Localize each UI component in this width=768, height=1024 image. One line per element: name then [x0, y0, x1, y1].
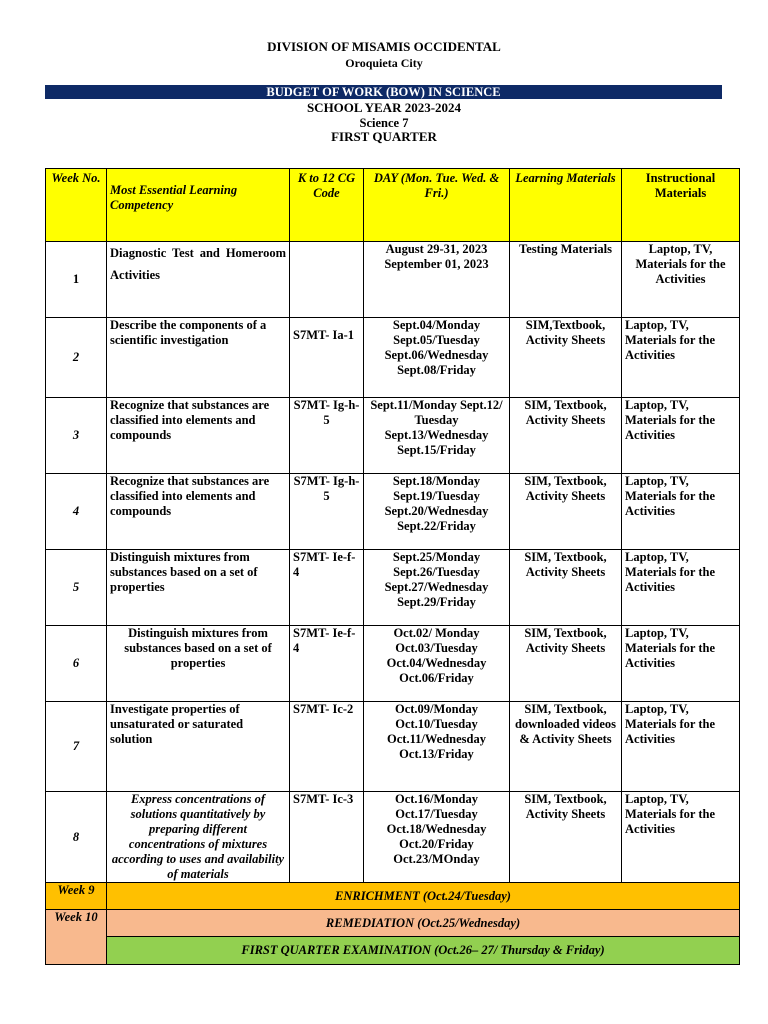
- table-header-row: [46, 169, 740, 242]
- table-row: [46, 550, 740, 626]
- instructional-materials-cell: Laptop, TV, Materials for the Activities: [622, 626, 740, 702]
- day-cell: August 29-31, 2023 September 01, 2023: [364, 242, 510, 318]
- table-row: [46, 318, 740, 398]
- remediation-band: REMEDIATION (Oct.25/Wednesday): [107, 910, 740, 937]
- exam-band: FIRST QUARTER EXAMINATION (Oct.26– 27/ Thursday & Friday): [107, 937, 740, 965]
- instructional-materials-cell: Laptop, TV, Materials for the Activities: [622, 792, 740, 883]
- code-cell: S7MT- Ig-h-5: [290, 398, 364, 474]
- day-cell: Sept.11/Monday Sept.12/ Tuesday Sept.13/Wednesday Sept.15/Friday: [364, 398, 510, 474]
- competency-cell: Recognize that substances are classified into elements and compounds: [107, 474, 290, 550]
- week-number: 4: [46, 474, 107, 550]
- code-cell: S7MT- Ie-f-4: [290, 626, 364, 702]
- learning-materials-cell: SIM, Textbook, Activity Sheets: [510, 550, 622, 626]
- learning-materials-cell: SIM, Textbook, Activity Sheets: [510, 398, 622, 474]
- week-number: 2: [46, 318, 107, 398]
- competency-cell: Express concentrations of solutions quantitatively by preparing different concentrations of mixtures according to uses and availability of materials: [107, 792, 290, 883]
- budget-of-work-table: [45, 168, 740, 965]
- col-code-header: K to 12 CG Code: [290, 169, 364, 242]
- table-row: [46, 242, 740, 318]
- table-row: [46, 792, 740, 883]
- learning-materials-cell: Testing Materials: [510, 242, 622, 318]
- week-number: 6: [46, 626, 107, 702]
- col-day-header: DAY (Mon. Tue. Wed. & Fri.): [364, 169, 510, 242]
- learning-materials-cell: SIM,Textbook, Activity Sheets: [510, 318, 622, 398]
- week-10-label: Week 10: [46, 910, 107, 965]
- col-competency-header: Most Essential Learning Competency: [107, 169, 290, 242]
- table-row: [46, 626, 740, 702]
- learning-materials-cell: SIM, Textbook, Activity Sheets: [510, 474, 622, 550]
- day-cell: Sept.18/Monday Sept.19/Tuesday Sept.20/Wednesday Sept.22/Friday: [364, 474, 510, 550]
- week-number: 5: [46, 550, 107, 626]
- col-instructional-header: Instructional Materials: [622, 169, 740, 242]
- week-number: 8: [46, 792, 107, 883]
- instructional-materials-cell: Laptop, TV, Materials for the Activities: [622, 474, 740, 550]
- competency-cell: Describe the components of a scientific investigation: [107, 318, 290, 398]
- day-cell: Sept.04/Monday Sept.05/Tuesday Sept.06/Wednesday Sept.08/Friday: [364, 318, 510, 398]
- competency-cell: Diagnostic Test and Homeroom Activities: [107, 242, 290, 318]
- code-cell: S7MT- Ig-h-5: [290, 474, 364, 550]
- competency-cell: Distinguish mixtures from substances based on a set of properties: [107, 550, 290, 626]
- table-row: [46, 702, 740, 792]
- code-cell: S7MT- Ia-1: [290, 318, 364, 398]
- bow-banner: BUDGET OF WORK (BOW) IN SCIENCE: [45, 85, 722, 99]
- instructional-materials-cell: Laptop, TV, Materials for the Activities: [622, 550, 740, 626]
- competency-cell: Recognize that substances are classified into elements and compounds: [107, 398, 290, 474]
- instructional-materials-cell: Laptop, TV, Materials for the Activities: [622, 398, 740, 474]
- learning-materials-cell: SIM, Textbook, Activity Sheets: [510, 626, 622, 702]
- col-week-header: Week No.: [46, 169, 107, 242]
- day-cell: Sept.25/Monday Sept.26/Tuesday Sept.27/Wednesday Sept.29/Friday: [364, 550, 510, 626]
- school-year: SCHOOL YEAR 2023-2024: [306, 100, 462, 115]
- table-row: [46, 474, 740, 550]
- competency-cell: Investigate properties of unsaturated or saturated solution: [107, 702, 290, 792]
- week-number: 1: [46, 242, 107, 318]
- city-name: Oroquieta City: [345, 56, 423, 70]
- week-number: 3: [46, 398, 107, 474]
- instructional-materials-cell: Laptop, TV, Materials for the Activities: [622, 702, 740, 792]
- col-learning-header: Learning Materials: [510, 169, 622, 242]
- day-cell: Oct.02/ Monday Oct.03/Tuesday Oct.04/Wednesday Oct.06/Friday: [364, 626, 510, 702]
- code-cell: [290, 242, 364, 318]
- week-9-label: Week 9: [46, 883, 107, 910]
- division-title: DIVISION OF MISAMIS OCCIDENTAL: [267, 39, 501, 54]
- instructional-materials-cell: Laptop, TV, Materials for the Activities: [622, 318, 740, 398]
- day-cell: Oct.09/Monday Oct.10/Tuesday Oct.11/Wednesday Oct.13/Friday: [364, 702, 510, 792]
- week-number: 7: [46, 702, 107, 792]
- day-cell: Oct.16/Monday Oct.17/Tuesday Oct.18/Wednesday Oct.20/Friday Oct.23/MOnday: [364, 792, 510, 883]
- competency-cell: Distinguish mixtures from substances based on a set of properties: [107, 626, 290, 702]
- subject-name: Science 7: [359, 116, 409, 130]
- enrichment-row: [46, 883, 740, 910]
- table-row: [46, 398, 740, 474]
- instructional-materials-cell: Laptop, TV, Materials for the Activities: [622, 242, 740, 318]
- quarter-title: FIRST QUARTER: [331, 129, 437, 144]
- remediation-row: [46, 910, 740, 937]
- exam-row: [46, 937, 740, 965]
- learning-materials-cell: SIM, Textbook, downloaded videos & Activity Sheets: [510, 702, 622, 792]
- enrichment-band: ENRICHMENT (Oct.24/Tuesday): [107, 883, 740, 910]
- learning-materials-cell: SIM, Textbook, Activity Sheets: [510, 792, 622, 883]
- code-cell: S7MT- Ie-f-4: [290, 550, 364, 626]
- code-cell: S7MT- Ic-3: [290, 792, 364, 883]
- code-cell: S7MT- Ic-2: [290, 702, 364, 792]
